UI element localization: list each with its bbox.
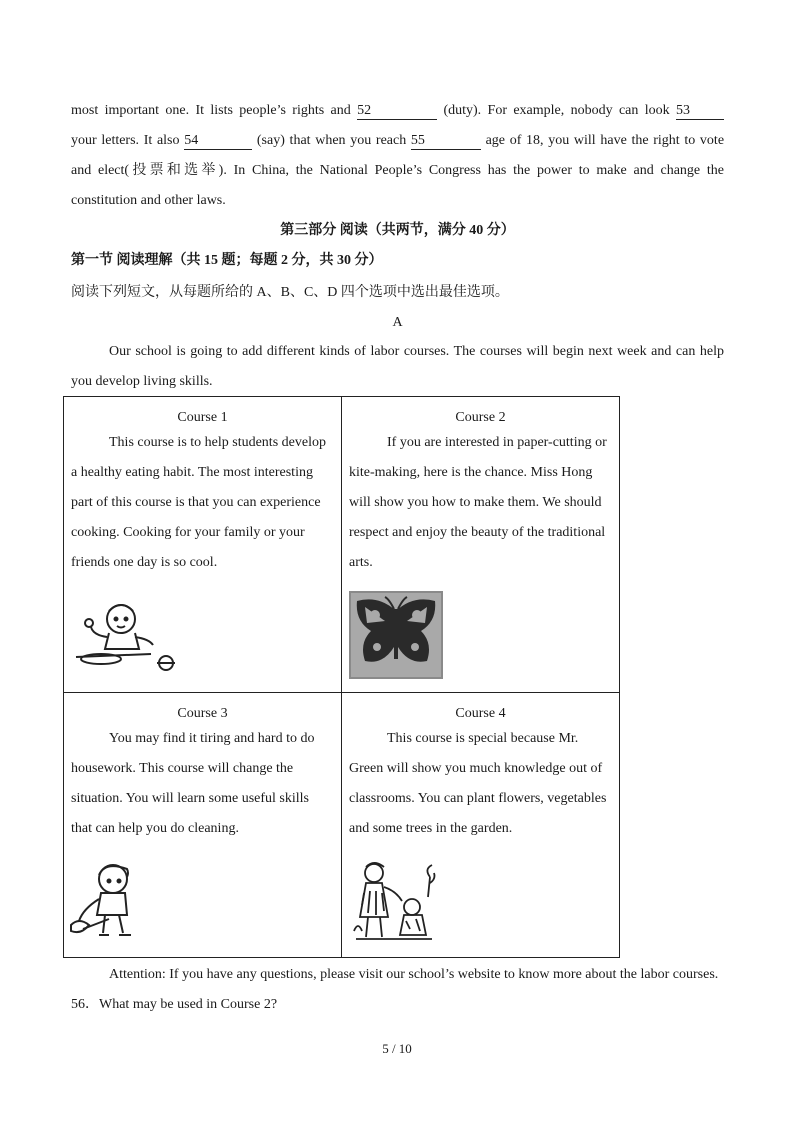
blank-53: 53 — [676, 103, 724, 120]
course-line: cooking. Cooking for your family or your — [71, 525, 305, 540]
course-line: This course is to help students develop — [109, 435, 326, 450]
passage-line-4: constitution and other laws. — [71, 193, 226, 208]
question-56: 56．What may be used in Course 2? — [71, 997, 278, 1012]
course-description — [349, 428, 612, 578]
course-line: respect and enjoy the beauty of the traditional — [349, 525, 606, 540]
course-line: Green will show you much knowledge out of — [349, 761, 603, 776]
course-line: and some trees in the garden. — [349, 821, 513, 836]
courses-table — [63, 396, 620, 958]
blank-52: 52 — [357, 103, 437, 120]
course-line: friends one day is so cool. — [71, 555, 218, 570]
course-description — [349, 724, 612, 844]
passage-label: A — [392, 315, 403, 330]
course-line: a healthy eating habit. The most interesting — [71, 465, 313, 480]
course-line: part of this course is that you can experience — [71, 495, 321, 510]
passage-text: age of 18, you will have the right to vote — [485, 133, 725, 148]
passage-text: your letters. It also — [71, 133, 180, 148]
blank-54: 54 — [184, 133, 252, 150]
course-line: classrooms. You can plant flowers, vegetables — [349, 791, 607, 806]
intro-line-2: you develop living skills. — [71, 374, 213, 389]
course-line: If you are interested in paper-cutting or — [387, 435, 607, 450]
course-line: that can help you do cleaning. — [71, 821, 239, 836]
blank-55: 55 — [411, 133, 481, 150]
course-1-cell — [64, 397, 342, 693]
intro-line-1: Our school is going to add different kinds of labor courses. The courses will begin next week and can help — [109, 344, 724, 359]
passage-text: (say) that when you reach — [256, 133, 407, 148]
butterfly-papercut-icon — [349, 591, 443, 679]
passage-line-1 — [71, 101, 724, 121]
course-title: Course 3 — [177, 706, 228, 721]
course-line: will show you how to make them. We should — [349, 495, 602, 510]
passage-line-3: and elect(投票和选举). In China, the National People’s Congress has the power to make and change the — [71, 163, 724, 178]
course-4-cell — [342, 693, 620, 958]
passage-line-2 — [71, 131, 724, 151]
course-title: Course 4 — [455, 706, 506, 721]
section-subtitle: 第一节 阅读理解（共 15 题；每题 2 分，共 30 分） — [71, 253, 383, 268]
course-line: You may find it tiring and hard to do — [109, 731, 315, 746]
course-3-cell — [64, 693, 342, 958]
planting-people-icon — [350, 857, 436, 943]
course-line: arts. — [349, 555, 373, 570]
course-line: kite-making, here is the chance. Miss Hong — [349, 465, 593, 480]
course-description — [71, 724, 334, 844]
sweeping-child-icon — [69, 859, 159, 943]
course-line: housework. This course will change the — [71, 761, 294, 776]
section-instruction: 阅读下列短文，从每题所给的 A、B、C、D 四个选项中选出最佳选项。 — [71, 285, 509, 300]
course-line: situation. You will learn some useful skills — [71, 791, 309, 806]
section-title: 第三部分 阅读（共两节，满分 40 分） — [280, 223, 515, 238]
page-number: 5 / 10 — [382, 1041, 412, 1056]
attention-note: Attention: If you have any questions, please visit our school’s website to know more about the labor courses. — [109, 967, 719, 982]
course-description — [71, 428, 334, 578]
course-2-cell — [342, 397, 620, 693]
course-title: Course 1 — [177, 410, 228, 425]
cooking-child-icon — [71, 597, 181, 672]
course-line: This course is special because Mr. — [387, 731, 579, 746]
passage-text: most important one. It lists people’s rights and — [71, 103, 351, 118]
course-title: Course 2 — [455, 410, 506, 425]
passage-text: (duty). For example, nobody can look — [443, 103, 670, 118]
